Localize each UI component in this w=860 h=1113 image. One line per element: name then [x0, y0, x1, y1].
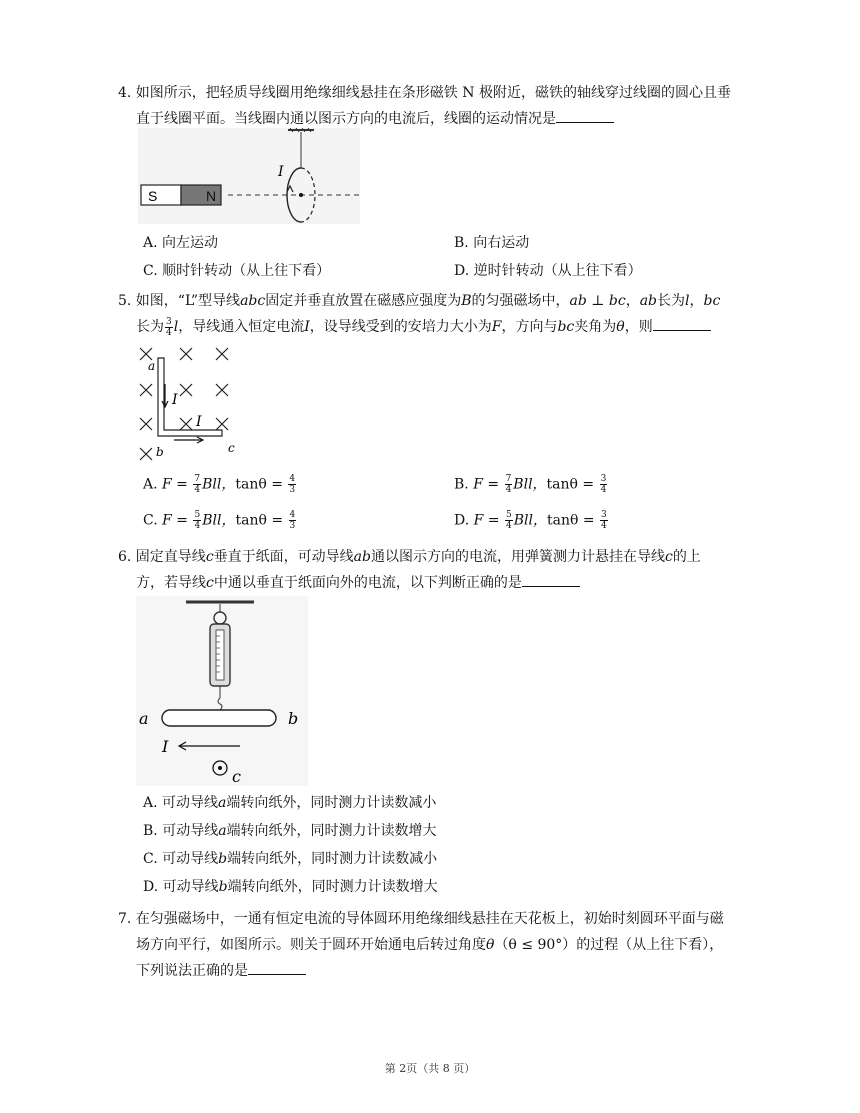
q4-option-d[interactable]: D. 逆时针转动（从上往下看）	[454, 263, 642, 279]
current-label: I	[278, 164, 284, 180]
l-wire	[158, 358, 222, 436]
end-a-label: a	[139, 709, 149, 728]
q5-option-b[interactable]: B. F = $\frac{7}{4}$ Bll，tanθ = $\frac{3}{4}$	[454, 474, 607, 495]
q6-option-c[interactable]: C. 可动导线b端转向纸外，同时测力计读数减小	[143, 851, 438, 867]
answer-blank	[653, 316, 711, 331]
q4-option-b[interactable]: B. 向右运动	[454, 235, 530, 251]
q4-line1: 4. 如图所示，把轻质导线圈用绝缘细线悬挂在条形磁铁 N 极附近，磁铁的轴线穿过线圈的圆心且垂	[118, 85, 731, 101]
coil-center	[299, 193, 303, 197]
q5-option-a[interactable]: A. F = $\frac{7}{4}$ Bll，tanθ = $\frac{4}{3}$	[143, 474, 296, 495]
q4-line2: 直于线圈平面。当线圈内通以图示方向的电流后，线圈的运动情况是	[118, 106, 758, 132]
magnet-s-label: S	[148, 188, 158, 204]
q7-line1: 7. 在匀强磁场中，一通有恒定电流的导体圆环用绝缘细线悬挂在天花板上，初始时刻圆环平面与磁	[118, 911, 724, 927]
q6-option-d[interactable]: D. 可动导线b端转向纸外，同时测力计读数增大	[143, 879, 438, 895]
q4-option-c[interactable]: C. 顺时针转动（从上往下看）	[143, 263, 331, 279]
q6-option-a[interactable]: A. 可动导线a端转向纸外，同时测力计读数减小	[143, 795, 437, 811]
current-label-1: I	[172, 392, 178, 408]
question-7-stem	[118, 906, 758, 984]
q6-option-b[interactable]: B. 可动导线a端转向纸外，同时测力计读数增大	[143, 823, 437, 839]
fraction: $\frac{3}{4}$	[166, 316, 172, 338]
q5-option-c[interactable]: C. F = $\frac{5}{4}$ Bll，tanθ = $\frac{4}{3}$	[143, 510, 296, 531]
q4-option-a[interactable]: A. 向左运动	[143, 235, 219, 251]
point-a-label: a	[148, 359, 156, 373]
q5-option-d[interactable]: D. F = $\frac{5}{4}$ Bll，tanθ = $\frac{3}{4}$	[454, 510, 607, 531]
q6-line2: 方，若导线c中通以垂直于纸面向外的电流，以下判断正确的是	[118, 570, 758, 596]
answer-blank	[248, 960, 306, 975]
q6-line1: 6. 固定直导线c垂直于纸面，可动导线ab通以图示方向的电流，用弹簧测力计悬挂在导线c的上	[118, 549, 701, 565]
page-footer: 第 2页（共 8 页）	[384, 1062, 476, 1075]
q7-line3: 下列说法正确的是	[118, 958, 758, 984]
point-b-label: b	[156, 445, 164, 459]
movable-wire-ab	[162, 710, 276, 726]
question-5-stem	[118, 288, 758, 340]
question-6-stem	[118, 544, 758, 596]
current-label: I	[162, 737, 169, 756]
end-b-label: b	[288, 709, 299, 728]
answer-blank	[556, 108, 614, 123]
q6-figure	[136, 596, 308, 786]
current-label-2: I	[196, 414, 202, 430]
q5-line1: 5. 如图，“L”型导线abc固定并垂直放置在磁感应强度为B的匀强磁场中，ab ⊥ bc，ab长为l，bc	[118, 293, 721, 309]
q4-figure	[138, 128, 360, 224]
point-c-label: c	[228, 441, 235, 455]
q5-figure	[136, 344, 241, 464]
magnet-s-pole	[141, 185, 181, 205]
magnet-n-label: N	[206, 188, 217, 204]
q7-line2: 场方向平行，如图所示。则关于圆环开始通电后转过角度θ（θ ≤ 90°）的过程（从上往下看），	[136, 937, 724, 953]
answer-blank	[522, 572, 580, 587]
question-4-stem	[118, 80, 758, 132]
q5-line2: 长为 $\frac{3}{4}$ l，导线通入恒定电流I，设导线受到的安培力大小为F，方向与bc夹角为θ，则	[118, 314, 758, 340]
wire-c-label: c	[232, 767, 241, 786]
